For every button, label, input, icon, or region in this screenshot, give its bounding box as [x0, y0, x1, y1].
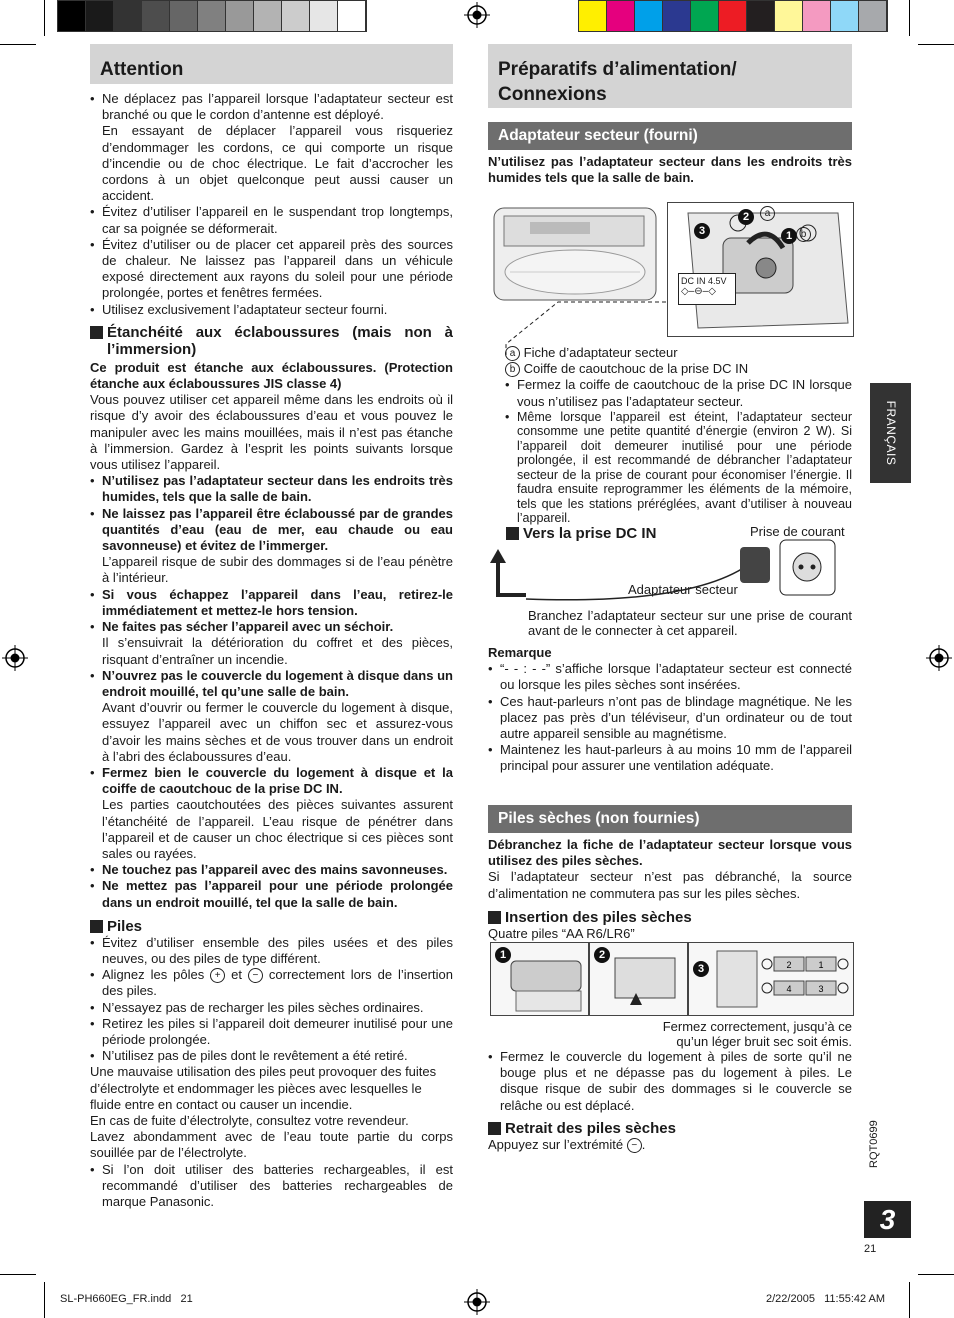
- crop-mark: [909, 0, 910, 36]
- close-cover-note: • Fermez le couvercle du logement à piles de sorte qu’il ne bouge plus et ne dépasse pas du logement à piles. Le disque risque de subir des dommages si le couvercle se relâche ou est déplacé.: [488, 1049, 852, 1114]
- attention-title: Attention: [100, 59, 184, 80]
- splash-section-heading: Étanchéité aux éclaboussures (mais non à l’immersion): [90, 324, 453, 358]
- color-swatch: [310, 1, 338, 31]
- splash-item: • N’ouvrez pas le couvercle du logement à disque dans un endroit mouillé, tel qu’une salle de bain.: [90, 668, 453, 700]
- splash-item: • N’utilisez pas l’adaptateur secteur dans les endroits très humides, tels que la salle de bain.: [90, 473, 453, 505]
- color-swatch: [170, 1, 198, 31]
- splash-intro: Vous pouvez utiliser cet appareil même dans les endroits où il risque d’y avoir des éclaboussures d’eau et vous pouvez le manipuler avec les mains mouillées, mais il n’est pas étanche à l’immersion. Gardez à l’esprit les points suivants lorsque vous utilisez l’appareil.: [90, 392, 453, 473]
- remarque-item: • “- - : - -” s’affiche lorsque l’adaptateur secteur est connecté ou lorsque les piles sèches sont insérées.: [488, 661, 852, 693]
- unit-illustration: [490, 202, 662, 302]
- adapter-warning: N’utilisez pas l’adaptateur secteur dans les endroits très humides tels que la salle de bain.: [488, 154, 852, 186]
- color-swatch: [142, 1, 170, 31]
- color-swatch: [775, 1, 803, 31]
- step-1-icon: 1: [781, 228, 797, 244]
- battery-step-2-illustration: [589, 942, 688, 1016]
- battery-item: • N’utilisez pas de piles dont le revêtement a été retiré.: [90, 1048, 453, 1064]
- removal-heading: Retrait des piles sèches: [488, 1120, 852, 1137]
- splash-item: • Ne faites pas sécher l’appareil avec un séchoir.: [90, 619, 453, 635]
- batteries-warning: Débranchez la fiche de l’adaptateur secteur lorsque vous utilisez des piles sèches.: [488, 837, 852, 869]
- color-swatch: [747, 1, 775, 31]
- adapter-note: • Fermez la coiffe de caoutchouc de la prise DC IN lorsque vous n’utilisez pas l’adaptateur secteur.: [505, 377, 852, 409]
- battery-item: • Si l’on doit utiliser des batteries rechargeables, il est recommandé d’utiliser des batteries rechargeables de marque Panasonic.: [90, 1162, 453, 1211]
- footer-file: SL-PH660EG_FR.indd 21: [60, 1293, 193, 1305]
- registration-mark-icon: [2, 645, 28, 671]
- svg-text:3: 3: [818, 984, 824, 994]
- crop-mark: [44, 1282, 45, 1318]
- color-swatch: [58, 1, 86, 31]
- battery-warning: Lavez abondamment avec de l’eau toute partie du corps souillée par de l’électrolyte.: [90, 1129, 453, 1161]
- batteries-subheader: [488, 805, 852, 833]
- label-b-icon: b: [505, 362, 520, 377]
- adapter-subheader: [488, 122, 852, 150]
- batteries-block: [488, 837, 852, 942]
- dc-jack-icon: [668, 203, 853, 336]
- svg-text:1: 1: [818, 960, 824, 970]
- footer-date: 2/22/2005 11:55:42 AM: [766, 1293, 886, 1305]
- color-swatch: [198, 1, 226, 31]
- crop-mark: [918, 1274, 954, 1275]
- battery-item: • Alignez les pôles + et − correctement lors de l’insertion des piles.: [90, 967, 453, 999]
- attention-item: • Évitez d’utiliser ou de placer cet appareil près des sources de chaleur. Ne laissez pas l’appareil dans un véhicule exposé directement aux rayons du soleil pour une période prolongée, portes et fenêtres fermées.: [90, 237, 453, 302]
- label-b-icon: b: [796, 227, 811, 242]
- branchez-text: Branchez l’adaptateur secteur sur une prise de courant avant de le connecter à cet appareil.: [528, 608, 852, 638]
- outlet-label: Prise de courant: [750, 524, 845, 539]
- arrow-up-icon: [490, 549, 506, 563]
- power-title: Préparatifs d’alimentation/ Connexions: [498, 59, 737, 105]
- radio-unit-icon: [490, 202, 662, 302]
- remarque-block: [488, 645, 852, 775]
- adapter-label: Adaptateur secteur: [628, 582, 738, 597]
- splash-item: • Ne touchez pas l’appareil avec des mains savonneuses.: [90, 862, 453, 878]
- splash-bold-intro: Ce produit est étanche aux éclaboussures. (Protection étanche aux éclaboussures JIS classe 4): [90, 359, 453, 392]
- page-number: 21: [864, 1243, 877, 1255]
- color-swatch: [338, 1, 366, 31]
- color-swatch: [859, 1, 887, 31]
- color-swatch: [226, 1, 254, 31]
- battery-warning: En cas de fuite d’électrolyte, consultez votre revendeur.: [90, 1112, 409, 1128]
- section-square-icon: [488, 1122, 501, 1135]
- color-swatch: [579, 1, 607, 31]
- battery-item: • Retirez les piles si l’appareil doit demeurer inutilisé pour une période prolongée.: [90, 1016, 453, 1048]
- attention-detail: En essayant de déplacer l’appareil vous risqueriez d’endommager les cordons, ce qui comporte un risque d’incendie ou de choc électrique. Le fait d’accrocher les cordons à un objet quelconque peut aussi causer un accident.: [102, 123, 453, 204]
- crop-mark: [0, 1274, 36, 1275]
- language-tab: [870, 383, 911, 483]
- label-a-icon: a: [760, 206, 775, 221]
- dcin-detail-illustration: [667, 202, 854, 337]
- color-swatch: [254, 1, 282, 31]
- section-square-icon: [90, 326, 103, 339]
- power-header: [488, 44, 852, 108]
- label-a-text: a Fiche d’adaptateur secteur: [505, 345, 852, 361]
- color-bar: [578, 0, 888, 32]
- language-tab-label: FRANÇAIS: [883, 400, 898, 466]
- color-swatch: [114, 1, 142, 31]
- remarque-title: Remarque: [488, 645, 552, 660]
- label-a-icon: a: [505, 346, 520, 361]
- label-b-text: b Coiffe de caoutchouc de la prise DC IN: [505, 361, 852, 377]
- color-swatch: [691, 1, 719, 31]
- step-3-icon: 3: [694, 223, 710, 239]
- adapter-subtitle: Adaptateur secteur (fourni): [498, 127, 698, 144]
- adapter-cable-illustration: [490, 535, 850, 610]
- color-swatch: [719, 1, 747, 31]
- batteries-source-note: Si l’adaptateur secteur n’est pas débranché, la source d’alimentation ne commutera pas sur les piles sèches.: [488, 869, 852, 901]
- battery-type: Quatre piles “AA R6/LR6”: [488, 925, 635, 941]
- color-swatch: [803, 1, 831, 31]
- battery-item: • Évitez d’utiliser ensemble des piles usées et des piles neuves, ou des piles de type différent.: [90, 935, 453, 967]
- crop-mark: [909, 1282, 910, 1318]
- splash-item: • Fermez bien le couvercle du logement à disque et la coiffe de caoutchouc de la prise DC IN.: [90, 765, 453, 797]
- remarque-item: • Maintenez les haut-parleurs à au moins 10 mm de l’appareil principal pour assurer une ventilation adéquate.: [488, 742, 852, 774]
- svg-text:4: 4: [786, 984, 792, 994]
- crop-mark: [44, 0, 45, 36]
- removal-text: Appuyez sur l’extrémité − .: [488, 1136, 646, 1152]
- splash-detail: Avant d’ouvrir ou fermer le couvercle du logement à disque, essuyez l’appareil avec un chiffon sec et assurez-vous d’avoir les mains sèches et de vous trouver dans un endroit à l’abri des éclaboussures d’eau.: [102, 700, 453, 764]
- splash-item: • Si vous échappez l’appareil dans l’eau, retirez-le immédiatement et mettez-le hors tension.: [90, 587, 453, 619]
- color-swatch: [663, 1, 691, 31]
- batteries-subtitle: Piles sèches (non fournies): [498, 810, 700, 827]
- step-3-icon: 3: [693, 961, 709, 977]
- dcin-label-box: DC IN 4.5V ◇–⊖–◇: [678, 273, 736, 305]
- step-2-icon: 2: [594, 947, 610, 963]
- vers-heading: Vers la prise DC IN: [506, 525, 954, 542]
- registration-mark-icon: [926, 645, 952, 671]
- color-swatch: [282, 1, 310, 31]
- color-swatch: [635, 1, 663, 31]
- crop-mark: [918, 44, 954, 45]
- section-square-icon: [488, 911, 501, 924]
- attention-item: • Ne déplacez pas l’appareil lorsque l’adaptateur secteur est branché ou que le cordon d’antenne est déployé.: [90, 91, 453, 123]
- close-cover-block: [488, 1049, 852, 1153]
- splash-detail: L’appareil risque de subir des dommages si de l’eau pénètre à l’intérieur.: [102, 554, 453, 586]
- left-column: [90, 91, 453, 1210]
- registration-mark-icon: [464, 2, 490, 28]
- grayscale-bar: [57, 0, 367, 32]
- section-square-icon: [90, 920, 103, 933]
- color-swatch: [86, 1, 114, 31]
- crop-mark: [0, 44, 36, 45]
- minus-pole-icon: −: [248, 968, 263, 983]
- splash-item: • Ne mettez pas l’appareil pour une période prolongée dans un endroit mouillé, tel que la salle de bain.: [90, 878, 453, 910]
- batteries-section-heading: Piles: [90, 918, 453, 935]
- minus-pole-icon: −: [627, 1138, 642, 1153]
- svg-text:2: 2: [786, 960, 792, 970]
- battery-warning: Une mauvaise utilisation des piles peut provoquer des fuites d’électrolyte et endommager les pièces avec lesquelles le fluide entre en contact ou causer un incendie.: [90, 1064, 437, 1112]
- splash-item: • Ne laissez pas l’appareil être éclaboussé par de grandes quantités d’eau (eau de mer, eau chaude ou eau savonneuse) et évitez de l’immerger.: [90, 506, 453, 555]
- adapter-notes: [505, 345, 852, 526]
- attention-header: [90, 44, 453, 84]
- registration-mark-icon: [464, 1289, 490, 1315]
- step-2-icon: 2: [738, 209, 754, 225]
- plus-pole-icon: +: [210, 968, 225, 983]
- splash-detail: Il s’ensuivrait la détérioration du coffret et des pièces, risquant d’entraîner un incendie.: [102, 635, 453, 667]
- attention-item: • Utilisez exclusivement l’adaptateur secteur fourni.: [90, 302, 453, 318]
- attention-item: • Évitez d’utiliser l’appareil en le suspendant trop longtemps, car sa poignée se déformerait.: [90, 204, 453, 236]
- color-swatch: [831, 1, 859, 31]
- close-cover-caption: Fermez correctement, jusqu’à ce qu’un léger bruit sec soit émis.: [662, 1019, 852, 1049]
- remarque-item: • Ces haut-parleurs n’ont pas de blindage magnétique. Ne les placez pas près d’un téléviseur, d’un ordinateur ou de tout autre appareil sensible au magnétisme.: [488, 694, 852, 743]
- adapter-note: • Même lorsque l’appareil est éteint, l’adaptateur secteur consomme une petite quantité d’énergie (environ 2 W). Si l’appareil doit demeurer inutilisé pour une période prolongée, il est recommandé de débrancher l’adaptateur secteur de la prise de courant pour économiser l’énergie. Il faudra ensuite reprogrammer les éléments de la mémoire, tels que les stations préréglées, avant d’utiliser à nouveau l’appareil.: [505, 410, 852, 526]
- color-swatch: [607, 1, 635, 31]
- insertion-heading: Insertion des piles sèches: [488, 909, 852, 926]
- battery-item: • N’essayez pas de recharger les piles sèches ordinaires.: [90, 1000, 453, 1016]
- battery-step-1-illustration: [490, 942, 589, 1016]
- page-badge: 3: [864, 1201, 911, 1238]
- splash-detail: Les parties caoutchoutées des pièces suivantes assurent l’étanchéité de l’appareil. L’eau risque de pénétrer dans l’appareil et de causer un choc électrique si ces pièces sont sales ou rayées.: [102, 797, 453, 861]
- battery-step-3-illustration: [688, 942, 854, 1016]
- model-code: RQT0699: [868, 1120, 880, 1168]
- step-1-icon: 1: [495, 947, 511, 963]
